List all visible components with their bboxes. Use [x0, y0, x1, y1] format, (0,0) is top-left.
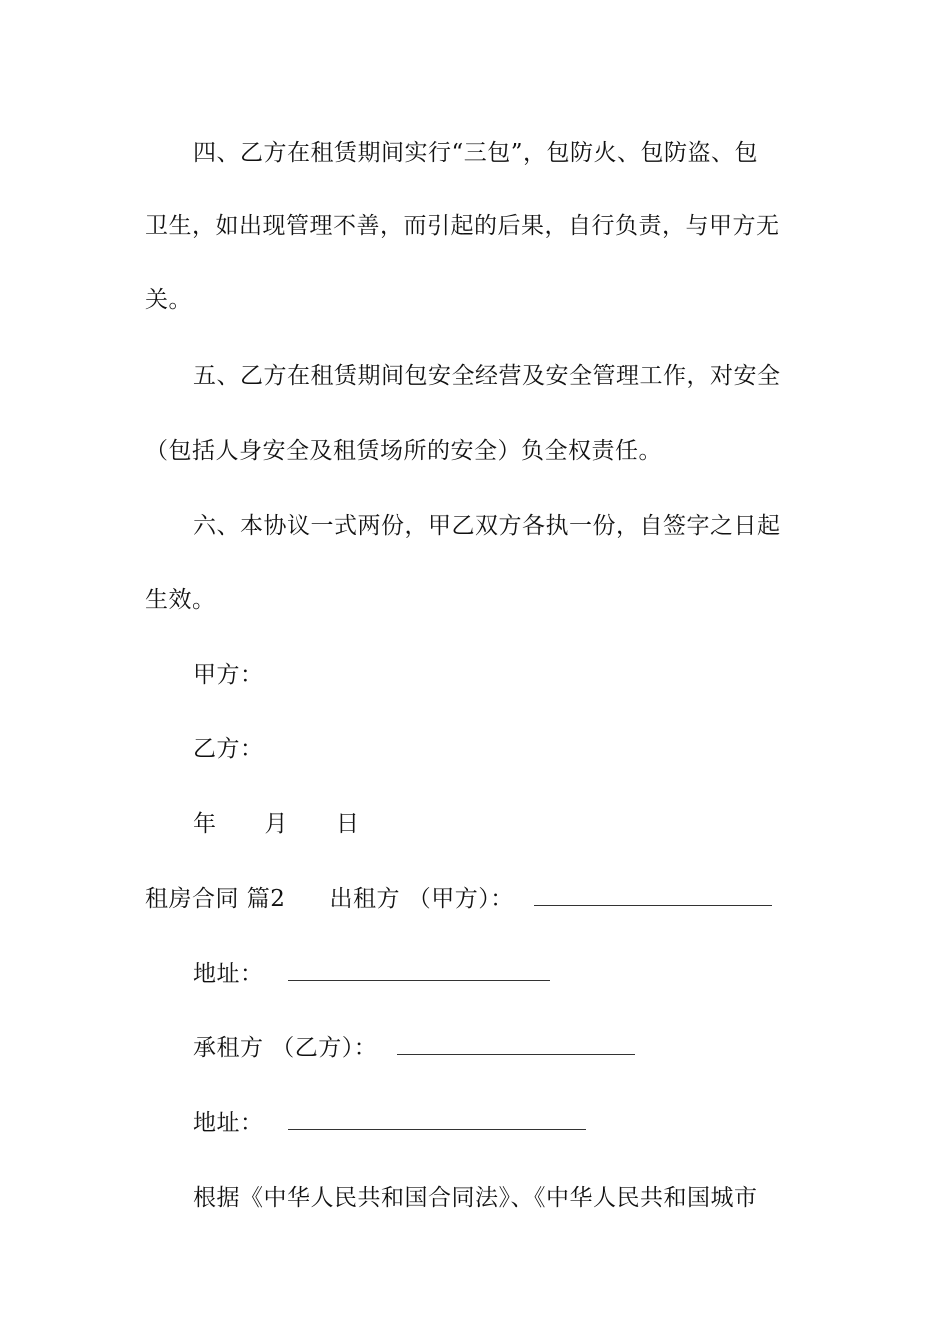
contract-2-title: 租房合同 篇2 — [145, 886, 286, 912]
signature-date — [193, 809, 360, 839]
date-month-label: 月 — [264, 811, 288, 837]
lessee-address-row — [193, 1108, 586, 1138]
lessor-name-blank — [534, 885, 772, 906]
clause-5-line-2: （包括人身安全及租赁场所的安全）负全权责任。 — [145, 438, 662, 464]
party-b-signature-label: 乙方： — [193, 736, 264, 762]
lessee-row — [193, 1033, 635, 1063]
party-a-signature-label: 甲方： — [193, 662, 264, 688]
lessor-address-label: 地址： — [193, 961, 264, 987]
date-year-label: 年 — [193, 811, 217, 837]
lessee-name-blank — [397, 1034, 635, 1055]
lessor-address-row — [193, 959, 550, 989]
clause-4-line-1: 四、乙方在租赁期间实行“三包”，包防火、包防盗、包 — [193, 140, 759, 166]
clause-6-line-2: 生效。 — [145, 587, 216, 613]
lessee-label: 承租方 （乙方）： — [193, 1035, 378, 1061]
clause-6-line-1: 六、本协议一式两份，甲乙双方各执一份，自签字之日起 — [193, 513, 781, 539]
contract-2-header — [145, 884, 772, 914]
date-day-label: 日 — [336, 811, 360, 837]
clause-5-line-1: 五、乙方在租赁期间包安全经营及安全管理工作，对安全 — [193, 363, 781, 389]
lessor-label: 出租方 （甲方）： — [329, 886, 514, 912]
clause-4-line-2: 卫生，如出现管理不善，而引起的后果，自行负责，与甲方无 — [145, 213, 780, 239]
lessor-address-blank — [288, 960, 550, 981]
legal-basis-line: 根据《中华人民共和国合同法》、《中华人民共和国城市 — [193, 1185, 758, 1211]
lessee-address-label: 地址： — [193, 1110, 264, 1136]
lessee-address-blank — [288, 1109, 586, 1130]
clause-4-line-3: 关。 — [145, 287, 192, 313]
